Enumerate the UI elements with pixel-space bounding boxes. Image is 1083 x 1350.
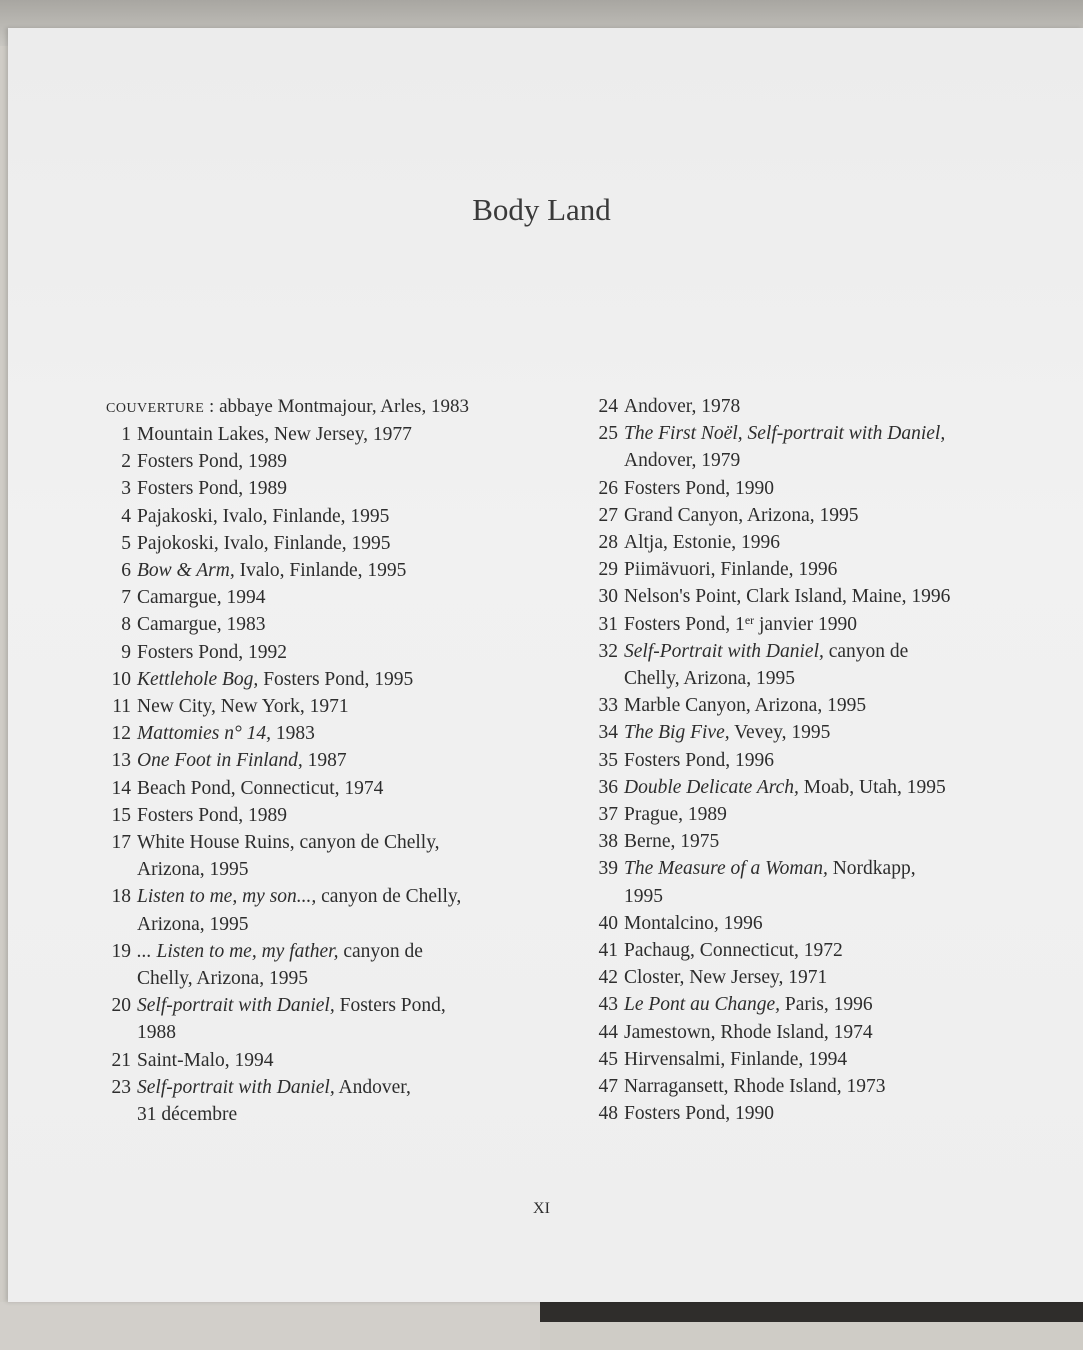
plate-number: 47: [598, 1076, 618, 1098]
caption-text: [624, 1019, 1044, 1046]
caption-text: [137, 611, 560, 638]
caption-place: Camargue, 1983: [137, 614, 266, 636]
caption-entry: [100, 1074, 560, 1128]
plate-number: 19: [111, 940, 131, 962]
caption-title: Double Delicate Arch,: [624, 776, 799, 798]
cover-label: COUVERTURE: [106, 401, 205, 416]
caption-place: 1983: [271, 723, 315, 745]
plate-number: 29: [598, 559, 618, 581]
caption-place: Marble Canyon, Arizona, 1995: [624, 695, 867, 717]
caption-entry: [584, 719, 1044, 746]
caption-text: [624, 556, 1044, 583]
plate-number: 5: [121, 532, 131, 554]
caption-entry: [100, 421, 560, 448]
caption-text: [137, 747, 560, 774]
caption-place: Camargue, 1994: [137, 587, 266, 609]
caption-text: [624, 475, 1044, 502]
caption-place: Fosters Pond, 1996: [624, 749, 775, 771]
caption-text: [624, 638, 1044, 692]
caption-text: [624, 964, 1044, 991]
plate-number: 37: [598, 804, 618, 826]
plate-number: 13: [111, 750, 131, 772]
caption-place: Prague, 1989: [624, 804, 727, 826]
caption-text: [137, 992, 560, 1046]
caption-text: [137, 938, 560, 992]
table-surface: [0, 1302, 540, 1350]
plate-number: 48: [598, 1103, 618, 1125]
caption-entry: [584, 611, 1044, 638]
caption-entry: [100, 557, 560, 584]
plate-number: 32: [598, 640, 618, 662]
plate-number: 39: [598, 858, 618, 880]
caption-entry: [584, 692, 1044, 719]
captions-column-right: [584, 393, 1044, 1127]
caption-text: [137, 639, 560, 666]
caption-entry: [584, 855, 1044, 909]
caption-entry: [584, 991, 1044, 1018]
caption-title: The Measure of a Woman,: [624, 858, 828, 880]
plate-number: 45: [598, 1048, 618, 1070]
caption-entry: [584, 529, 1044, 556]
caption-place: Pajakoski, Ivalo, Finlande, 1995: [137, 505, 390, 527]
caption-place: Mountain Lakes, New Jersey, 1977: [137, 424, 412, 445]
caption-place: Moab, Utah, 1995: [798, 776, 946, 798]
caption-text: [137, 1074, 560, 1128]
caption-place: Jamestown, Rhode Island, 1974: [624, 1021, 873, 1043]
plate-number: 34: [598, 722, 618, 744]
caption-text: [624, 719, 1044, 746]
caption-text: [624, 393, 1044, 420]
caption-place: White House Ruins, canyon de Chelly,: [137, 832, 440, 854]
caption-title: Bow & Arm,: [137, 560, 235, 582]
caption-entry: [100, 584, 560, 611]
caption-place: Andover, 1978: [624, 396, 741, 417]
caption-place: Altja, Estonie, 1996: [624, 532, 780, 554]
caption-text: [624, 692, 1044, 719]
plate-number: 28: [598, 532, 618, 554]
plate-number: 14: [111, 777, 131, 799]
plate-number: 20: [111, 995, 131, 1017]
plate-number: 44: [598, 1021, 618, 1043]
caption-text: [624, 502, 1044, 529]
caption-text: [624, 420, 1044, 474]
caption-entry: [584, 1019, 1044, 1046]
caption-place: Beach Pond, Connecticut, 1974: [137, 777, 384, 799]
caption-entry: [100, 802, 560, 829]
plate-number: 30: [598, 586, 618, 608]
caption-title: Self-portrait with Daniel,: [137, 1076, 335, 1098]
caption-continuation: Chelly, Arizona, 1995: [624, 668, 795, 690]
plate-number: 27: [598, 504, 618, 526]
caption-text: [137, 475, 560, 502]
captions-column-left: [100, 393, 560, 1128]
caption-entry: [100, 992, 560, 1046]
caption-title: ... Listen to me, my father,: [137, 940, 339, 962]
caption-place: Fosters Pond, 1990: [624, 477, 775, 499]
caption-continuation: 1988: [137, 1022, 176, 1044]
page-number: XI: [533, 1200, 550, 1217]
caption-entry: [584, 1046, 1044, 1073]
caption-entry: [100, 883, 560, 937]
caption-text: [624, 1046, 1044, 1073]
plate-number: 38: [598, 831, 618, 853]
plate-number: 40: [598, 912, 618, 934]
caption-entry: [100, 475, 560, 502]
plate-number: 25: [598, 423, 618, 445]
caption-place: New City, New York, 1971: [137, 696, 349, 718]
caption-text: [624, 1073, 1044, 1100]
caption-place: Saint-Malo, 1994: [137, 1049, 274, 1071]
plate-number: 21: [111, 1049, 131, 1071]
plate-number: 6: [121, 560, 131, 582]
caption-place: Closter, New Jersey, 1971: [624, 967, 828, 989]
caption-text: [624, 937, 1044, 964]
caption-place: Narragansett, Rhode Island, 1973: [624, 1076, 886, 1098]
plate-number: 12: [111, 723, 131, 745]
caption-place: Paris, 1996: [780, 994, 873, 1016]
caption-title: Self-Portrait with Daniel,: [624, 640, 824, 662]
caption-entry: [100, 747, 560, 774]
caption-place: Pachaug, Connecticut, 1972: [624, 940, 843, 962]
caption-place: Berne, 1975: [624, 831, 720, 853]
caption-text: [137, 829, 560, 883]
caption-text: [624, 1100, 1044, 1127]
caption-entry: [100, 1047, 560, 1074]
plate-number: 31: [598, 613, 618, 635]
caption-entry: [584, 583, 1044, 610]
caption-text: [624, 910, 1044, 937]
caption-continuation: Arizona, 1995: [137, 859, 249, 881]
caption-text: [137, 802, 560, 829]
caption-text: [137, 421, 560, 448]
caption-entry: [100, 829, 560, 883]
caption-continuation: 31 décembre: [137, 1104, 238, 1126]
plate-number: 1: [121, 424, 131, 445]
caption-place: Ivalo, Finlande, 1995: [234, 560, 407, 582]
cover-caption: [106, 393, 560, 421]
caption-place: canyon de Chelly,: [316, 886, 462, 908]
plate-number: 11: [112, 696, 131, 718]
caption-continuation: 1995: [624, 885, 663, 907]
caption-place: Hirvensalmi, Finlande, 1994: [624, 1048, 848, 1070]
ordinal-superscript: er: [744, 612, 755, 627]
plate-number: 10: [111, 668, 131, 690]
caption-continuation: Chelly, Arizona, 1995: [137, 968, 308, 990]
plate-number: 24: [598, 396, 618, 417]
caption-place: Fosters Pond, 1989: [137, 478, 288, 500]
caption-title: The Big Five,: [624, 722, 730, 744]
plate-number: 42: [598, 967, 618, 989]
caption-entry: [584, 801, 1044, 828]
plate-number: 9: [121, 641, 131, 663]
caption-place: Pajokoski, Ivalo, Finlande, 1995: [137, 532, 391, 554]
plate-number: 23: [111, 1076, 131, 1098]
caption-entry: [584, 420, 1044, 474]
caption-entry: [584, 1100, 1044, 1127]
caption-entry: [100, 693, 560, 720]
caption-title: Listen to me, my son...,: [137, 886, 317, 908]
caption-text: [624, 855, 1044, 909]
plate-number: 4: [121, 505, 131, 527]
caption-entry: [584, 747, 1044, 774]
caption-entry: [584, 475, 1044, 502]
caption-text: [137, 720, 560, 747]
plate-number: 41: [598, 940, 618, 962]
caption-title: Mattomies n° 14,: [137, 723, 271, 745]
caption-entry: [100, 720, 560, 747]
plate-number: 35: [598, 749, 618, 771]
caption-entry: [100, 530, 560, 557]
caption-text: [137, 503, 560, 530]
caption-entry: [584, 1073, 1044, 1100]
caption-text: [137, 584, 560, 611]
plate-number: 3: [121, 478, 131, 500]
plate-number: 26: [598, 477, 618, 499]
caption-text: [624, 529, 1044, 556]
caption-title: One Foot in Finland,: [137, 750, 303, 772]
caption-place: Fosters Pond, 1: [624, 613, 745, 635]
plate-number: 43: [598, 994, 618, 1016]
caption-continuation: Arizona, 1995: [137, 913, 249, 935]
caption-place: Fosters Pond,: [334, 995, 446, 1017]
caption-entry: [584, 910, 1044, 937]
book-cover-edge: [540, 1302, 1083, 1322]
caption-entry: [100, 611, 560, 638]
cover-sep: :: [204, 396, 220, 417]
caption-title: Le Pont au Change,: [624, 994, 780, 1016]
caption-text: [624, 583, 1044, 610]
caption-place: canyon de: [338, 940, 423, 962]
caption-place: 1987: [302, 750, 347, 772]
caption-entry: [100, 775, 560, 802]
caption-entry: [584, 638, 1044, 692]
caption-entry: [584, 502, 1044, 529]
caption-entry: [100, 666, 560, 693]
caption-entry: [584, 774, 1044, 801]
plate-number: 15: [111, 804, 131, 826]
caption-entry: [100, 503, 560, 530]
caption-place: Fosters Pond, 1989: [137, 804, 288, 826]
caption-place: Fosters Pond, 1990: [624, 1103, 775, 1125]
caption-place: Fosters Pond, 1995: [258, 668, 414, 690]
page-title: Body Land: [472, 192, 611, 227]
caption-title: Kettlehole Bog,: [137, 668, 259, 690]
caption-entry: [584, 964, 1044, 991]
caption-place: Fosters Pond, 1989: [137, 451, 288, 473]
caption-text: [624, 801, 1044, 828]
caption-place-after: janvier 1990: [754, 613, 858, 635]
caption-text: [137, 666, 560, 693]
plate-number: 2: [121, 451, 131, 473]
cover-text: abbaye Montmajour, Arles, 1983: [219, 396, 469, 417]
caption-text: [624, 774, 1044, 801]
caption-text: [137, 883, 560, 937]
caption-text: [137, 530, 560, 557]
caption-place: Montalcino, 1996: [624, 912, 763, 934]
caption-place: Nordkapp,: [827, 858, 916, 880]
caption-text: [624, 991, 1044, 1018]
caption-text: [624, 747, 1044, 774]
caption-text: [137, 693, 560, 720]
caption-place: Grand Canyon, Arizona, 1995: [624, 504, 859, 526]
caption-entry: [100, 639, 560, 666]
caption-text: [624, 611, 1044, 638]
caption-entry: [584, 556, 1044, 583]
caption-place: Andover,: [334, 1076, 411, 1098]
plate-number: 7: [121, 587, 131, 609]
caption-place: Nelson's Point, Clark Island, Maine, 1996: [624, 586, 951, 608]
plate-number: 17: [111, 832, 131, 854]
plate-number: 18: [111, 886, 131, 908]
caption-entry: [100, 938, 560, 992]
caption-place: Vevey, 1995: [729, 722, 831, 744]
caption-text: [624, 828, 1044, 855]
caption-entry: [584, 393, 1044, 420]
caption-text: [137, 557, 560, 584]
caption-place: Fosters Pond, 1992: [137, 641, 288, 663]
caption-text: [137, 775, 560, 802]
caption-entry: [584, 828, 1044, 855]
caption-title: The First Noël, Self-portrait with Daniel,: [624, 423, 946, 445]
caption-entry: [584, 937, 1044, 964]
caption-place: Piimävuori, Finlande, 1996: [624, 559, 838, 581]
caption-title: Self-portrait with Daniel,: [137, 995, 335, 1017]
caption-entry: [100, 448, 560, 475]
plate-number: 33: [598, 695, 618, 717]
plate-number: 8: [121, 614, 131, 636]
plate-number: 36: [598, 776, 618, 798]
caption-text: [137, 1047, 560, 1074]
caption-text: [137, 448, 560, 475]
caption-place: canyon de: [823, 640, 909, 662]
caption-continuation: Andover, 1979: [624, 450, 741, 472]
